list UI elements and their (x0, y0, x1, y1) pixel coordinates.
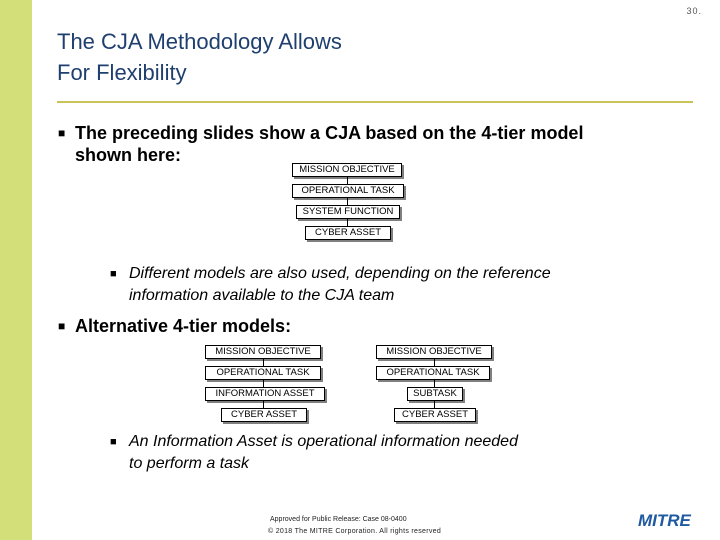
sub-bullet-line-2: information available to the CJA team (129, 287, 395, 304)
tier-connector (434, 359, 435, 366)
footer-release-note: Approved for Public Release: Case 08-0400 (270, 516, 407, 523)
footer-copyright: © 2018 The MITRE Corporation. All rights reserved (268, 528, 442, 535)
sub-bullet-line-2: to perform a task (129, 455, 250, 472)
sub-bullet-line-1: Different models are also used, depending on the reference (129, 265, 551, 282)
title-line-1: The CJA Methodology Allows (57, 29, 342, 54)
tier-box-operational-task: OPERATIONAL TASK (376, 366, 490, 380)
square-bullet-icon: ■ (110, 436, 117, 448)
tier-box-system-function: SYSTEM FUNCTION (296, 205, 400, 219)
tier-box-mission-objective: MISSION OBJECTIVE (376, 345, 492, 359)
tier-box-mission-objective: MISSION OBJECTIVE (205, 345, 321, 359)
bullet-line-1: The preceding slides show a CJA based on the 4-tier model (75, 123, 584, 143)
slide-title (57, 26, 342, 88)
square-bullet-icon: ■ (58, 126, 66, 140)
tier-box-cyber-asset: CYBER ASSET (221, 408, 307, 422)
tier-box-mission-objective: MISSION OBJECTIVE (292, 163, 402, 177)
tier-connector (347, 219, 348, 226)
bullet-line-2: shown here: (75, 145, 182, 165)
sub-bullet-line-1: An Information Asset is operational information needed (129, 433, 518, 450)
tier-box-information-asset: INFORMATION ASSET (205, 387, 325, 401)
bullet-preceding-slides (58, 122, 678, 166)
square-bullet-icon: ■ (58, 319, 66, 333)
sub-bullet-information-asset (110, 431, 670, 475)
mitre-logo: MITRE (638, 511, 691, 530)
tier-box-cyber-asset: CYBER ASSET (305, 226, 391, 240)
square-bullet-icon: ■ (110, 268, 117, 280)
tier-connector (263, 401, 264, 408)
tier-box-subtask: SUBTASK (407, 387, 463, 401)
tier-box-operational-task: OPERATIONAL TASK (205, 366, 321, 380)
tier-connector (434, 380, 435, 387)
tier-connector (263, 359, 264, 366)
bullet-alternative-models (58, 315, 458, 337)
tier-box-operational-task: OPERATIONAL TASK (292, 184, 404, 198)
sub-bullet-different-models (110, 263, 670, 307)
side-accent-bar (0, 0, 32, 540)
page-number: 30. (686, 6, 702, 16)
title-divider (57, 101, 693, 103)
tier-connector (263, 380, 264, 387)
tier-connector (347, 198, 348, 205)
tier-box-cyber-asset: CYBER ASSET (394, 408, 476, 422)
tier-connector (347, 177, 348, 184)
bullet-text: Alternative 4-tier models: (75, 316, 292, 336)
title-line-2: For Flexibility (57, 60, 187, 85)
tier-connector (434, 401, 435, 408)
